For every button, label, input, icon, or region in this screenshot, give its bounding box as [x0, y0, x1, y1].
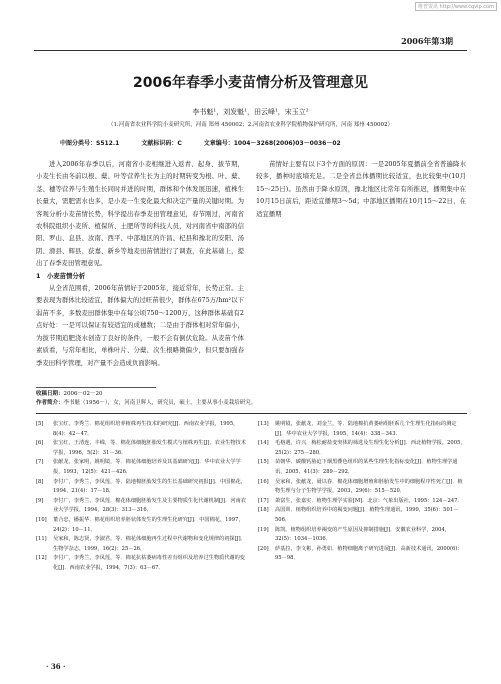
reference-number: [11] [36, 536, 47, 543]
reference-number: [14] [258, 440, 269, 447]
reference-number: [13] [258, 421, 269, 427]
reference-item [36, 535, 248, 554]
reference-number: [17] [258, 497, 269, 504]
article-title: 2006年春季小麦苗情分析及管理意见 [133, 75, 368, 91]
reference-item [258, 458, 466, 477]
page-number: · 36 · [46, 662, 66, 671]
reference-item [258, 439, 466, 458]
reference-number: [20] [258, 545, 269, 552]
reference-number: [8] [36, 478, 44, 485]
reference-item [258, 545, 466, 564]
reference-number: [9] [36, 497, 44, 504]
reference-text: 吴家和，陈志贤，李淑君，等．棉花体细胞再生过程中代谢物和变化规律的初探[J]．生物学杂志，1999，16(2)：25－26． [53, 536, 246, 552]
reference-item [258, 478, 466, 497]
author-label: 作者简介： [36, 400, 64, 406]
reference-number: [15] [258, 459, 269, 466]
reference-text: 萨基拉，李文彬，孙勇如．植物细胞离子研究进展[J]．高新技术通讯，2000(6)：95－98． [275, 545, 463, 562]
reference-number: [12] [36, 555, 47, 562]
reference-item [36, 439, 248, 458]
reference-text: 张献龙，张家明，姚明镜，等．棉花体细胞培养及其基础研究[J]．华中农业大学学报，1993，12(5)：421－426． [53, 459, 241, 475]
reference-item [36, 458, 248, 477]
footnote [36, 390, 256, 408]
reference-text: 董合忠，播振华．棉花组织培养胚状体发生的生理生化研究[J]．中国棉花，1997，24(2)：10－11． [53, 516, 244, 533]
reference-item [36, 478, 248, 497]
reference-text: 张宝红，李秀兰．棉花组织培养植株再生技术的研究[J]．西南农业学报，1995，8(4)：42－47． [53, 421, 239, 437]
reference-item [36, 516, 248, 535]
body-paragraph: 进入2006年春季以后，河南省小麦相继进入返青、起身、拔节期，小麦生长由冬前以根、蘖、叶等营养生长为主的时期转变为根、叶、蘖、茎、穗等营养与生殖生长同时并进的时期，群体和个体发展迅速，植株生长量大，需肥需水也多，是小麦一生变化最大和决定产量的关键时期。为客观分析小麦苗情长势，科学提出春季麦田管理意见，春节刚过，河南省农科院组织小麦所、植保所、土肥所等的科技人员，对河南省中南部的信阳、罗山、息县、汝南、西平、中部地区的许昌、杞县和豫北的安阳、汤阴、滑县、辉县、获嘉、新乡等地麦田苗情进行了调查，在此基础上，提出了春季麦田管理意见。 [36, 160, 244, 268]
reference-number: [7] [36, 459, 44, 466]
header-rule [34, 50, 467, 51]
references-right [258, 420, 466, 564]
references-left [36, 420, 248, 574]
reference-item [258, 497, 466, 507]
references-rule [36, 413, 467, 414]
reference-item [36, 554, 248, 573]
body-column-left [36, 158, 244, 369]
author-bio: 李书魁（1956－），女，河南卫辉人，研究员，硕士，主要从事小麦栽培研究。 [63, 400, 257, 406]
reference-text: 李付广，李秀兰，李凤莲，等．陆地棉胚胎发生的生长基础研究初报[J]．中国棉花，1994，21(4)：17－18． [53, 478, 246, 495]
reference-text: 陈凯．植物组织培养褐变的产生原因及抑制措施[J]．安徽农业科学，2004，32(5)：1034－1036． [275, 526, 450, 543]
reference-number: [5] [36, 421, 44, 427]
body-column-right [256, 158, 466, 220]
clc-number: 中图分类号：S512.1 [60, 140, 120, 147]
body-paragraph: 从全省范围看，2006年苗情好于2005年，接近常年，长势正常。主要表现为群体比较适宜，群体偏大的过旺苗很少，群体在675万/hm²以下弱苗不多，多数麦田群体集中在每公顷750～1200万，这种群体基础有2点好处：一是可以保证有较适宜的成穗数；二是由于群体相对常年偏小，为拔节期追肥浇水创造了良好的条件，一般不会有倒伏危险。从麦苗个体素质看，与常年相比，单株叶片、分蘖、次生根略微偏少，但只要加强春季麦田科学管理，对产量不会造成负面影响。 [36, 284, 244, 367]
reference-number: [6] [36, 440, 44, 447]
reference-text: 李付广，李秀兰，李凤莲．棉花体细胞胚胎发生及主要物质生化代谢机制[J]．河南农业大学学报，1994，28(3)：313－316． [53, 497, 246, 514]
reference-text: 高国训．植物组织培养中的褐变问题[J]．植物生理通讯，1999，35(6)：501－506． [275, 507, 459, 523]
footnote-rule [36, 387, 156, 388]
reference-item [36, 497, 248, 516]
reference-number: [18] [258, 507, 269, 514]
reference-text: 萧富生，张嘉实．植物生理学实验[M]．北京：气象出版社，1995：124－247． [275, 497, 463, 504]
article-meta [60, 138, 461, 147]
issue-label: 2006年第3期 [401, 36, 453, 46]
received-date: 2006－02－20 [63, 391, 103, 397]
reference-text: 吴家和，张献龙，聂以春．棉花体细胞增殖和胚胎发生中的细胞程序性死亡[J]．植物生理与分子生物学学报，2003，29(6)：515－520． [275, 478, 463, 495]
reference-text: 姚明镜，张献龙，刘金兰，等．陆地棉抗黄萎病组胚系几个生理生化指标的测定[J]．华中农业大学学报，1995，14(4)：338－343． [275, 421, 457, 437]
document-code: 文献标识码：C [141, 140, 182, 147]
reference-number: [19] [258, 526, 269, 533]
watermark: 维普资讯 http://www.cqvip.com [415, 2, 497, 11]
section-heading: 1 小麦苗情分析 [36, 271, 86, 280]
reference-item [258, 526, 466, 545]
reference-text: 李付广，李秀兰，李凤莲，等．棉花抗枯萎病毒性差有组织及培养过生物质代谢的变化[J]．西南农业学报，1994，7(3)：63－67． [53, 555, 245, 571]
reference-item [258, 420, 466, 439]
article-id: 文章编号：1004－3268(2006)03－0036－02 [203, 140, 341, 147]
reference-number: [16] [258, 478, 269, 485]
reference-text: 张宝红，王清连，丰嵘，等．棉花体细胞胚胎发生模式与植株再生[J]．农业生物技术学报，1996，5(2)：31－36． [53, 440, 246, 456]
reference-item [36, 420, 248, 439]
reference-item [258, 506, 466, 525]
affiliation: （1.河南省农业科学院小麦研究所，河南 郑州 450002；2.河南省农业科学院植物保护研究所，河南 郑州 450002） [108, 122, 393, 128]
authors: 李书魁¹，刘发魁¹，田云峰¹，宋玉立² [192, 108, 309, 116]
reference-text: 苗朝华．碳酸钙胁迫下烟黑叠色组织的某些生理生化指标变化[J]．植物生理学通讯，2005，41(3)：289－292． [275, 459, 458, 475]
reference-number: [10] [36, 516, 47, 523]
received-label: 收稿日期： [36, 391, 64, 397]
reference-text: 毛榕遇，许兴．梅松耐盐变突体的筛选及生理生化分析[J]．西北植物学报，2005，25(2)：275－280． [275, 440, 466, 456]
body-paragraph: 苗情好主要有以下3个方面的原因：一是2005年夏播前全省普遍降水较多，播种时底墒充足。二是全省总体播期比较适宜，也比较集中(10月15～25日)。虽然由于降水原因，豫北地区比常年有所推迟，播期集中在10月15日前后，距适宜播期3～5d；中部地区播期在10月15～22日，在适宜播期 [256, 160, 466, 218]
